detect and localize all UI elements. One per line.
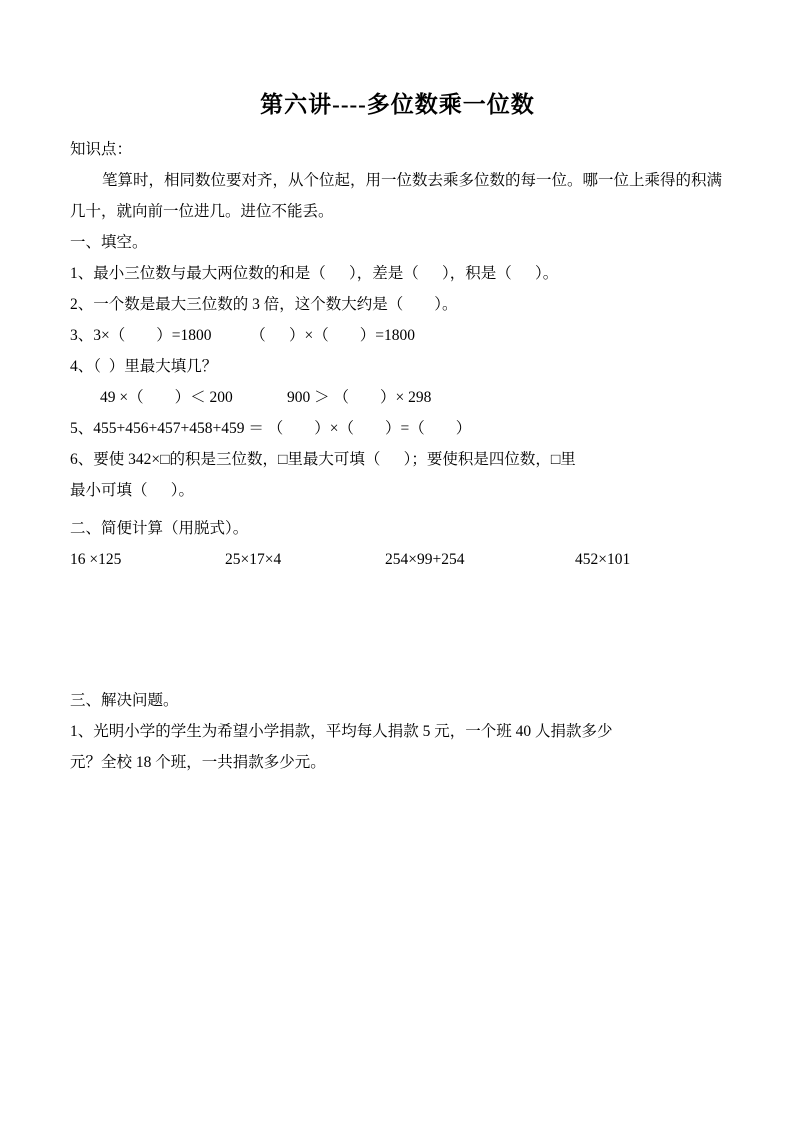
calculation-row bbox=[70, 544, 725, 575]
fill-blank-item-6: 6、要使 342×□的积是三位数，□里最大可填（ ）；要使积是四位数，□里 bbox=[70, 451, 576, 468]
document-content bbox=[70, 88, 725, 778]
section-one-heading: 一、填空。 bbox=[70, 234, 148, 251]
fill-blank-item-5: 5、455+456+457+458+459 ＝ （ ）×（ ）=（ ） bbox=[70, 420, 472, 437]
section-three-heading: 三、解决问题。 bbox=[70, 692, 179, 709]
fill-blank-item-6-cont: 最小可填（ ）。 bbox=[70, 482, 195, 499]
knowledge-point-label: 知识点： bbox=[70, 141, 133, 158]
calc-problem-3: 254×99+254 bbox=[385, 551, 465, 568]
page-title: 第六讲----多位数乘一位数 bbox=[260, 92, 535, 117]
calc-problem-1: 16 ×125 bbox=[70, 551, 122, 568]
fill-blank-item-2: 2、一个数是最大三位数的 3 倍，这个数大约是（ ）。 bbox=[70, 296, 458, 313]
section-two-heading: 二、简便计算（用脱式）。 bbox=[70, 520, 249, 537]
word-problem-1: 1、光明小学的学生为希望小学捐款，平均每人捐款 5 元，一个班 40 人捐款多少 bbox=[70, 723, 613, 740]
fill-blank-item-1: 1、最小三位数与最大两位数的和是（ ），差是（ ），积是（ ）。 bbox=[70, 265, 559, 282]
calc-problem-4: 452×101 bbox=[575, 551, 631, 568]
knowledge-point-text: 笔算时，相同数位要对齐，从个位起，用一位数去乘多位数的每一位。哪一位上乘得的积满几十，就向前一位进几。进位不能丢。 bbox=[70, 172, 723, 220]
answer-space-extra bbox=[70, 663, 725, 685]
fill-blank-item-4-sub: 49 ×（ ）＜ 200 900 ＞ （ ）× 298 bbox=[100, 389, 432, 406]
fill-blank-item-4: 4、（ ）里最大填几？ bbox=[70, 358, 218, 375]
answer-space bbox=[70, 575, 725, 663]
calc-problem-2: 25×17×4 bbox=[225, 551, 282, 568]
fill-blank-item-3: 3、3×（ ）=1800 （ ）×（ ）=1800 bbox=[70, 327, 415, 344]
word-problem-1-cont: 元？全校 18 个班，一共捐款多少元。 bbox=[70, 754, 326, 771]
